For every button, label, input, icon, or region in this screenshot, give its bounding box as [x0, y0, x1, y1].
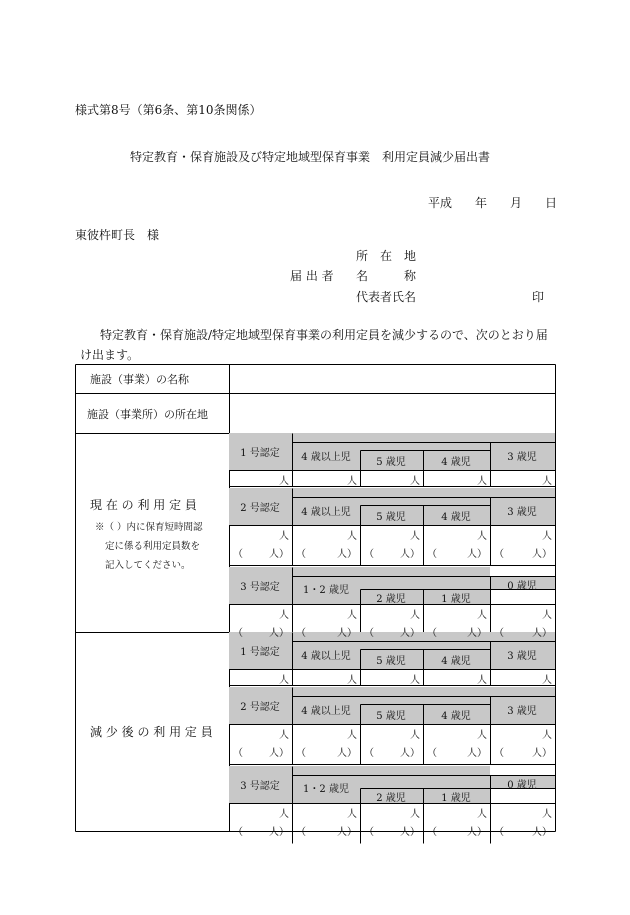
date-era: 平成: [428, 196, 453, 210]
after-cert2-paren-close: 人）: [532, 748, 552, 759]
notifier-label: 届 出 者: [290, 269, 334, 283]
after-cert3-age-1: 1 歳児: [441, 793, 471, 804]
current-cert3-paren-close: 人）: [269, 628, 289, 639]
current-cert2-age-5: 5 歳児: [376, 512, 406, 523]
after-cert2-paren-open: （: [427, 748, 437, 759]
current-cert1-unit: 人: [347, 476, 357, 487]
after-cert2-paren-open: （: [296, 748, 306, 759]
current-note-1: ※（ ）内に保育短時間認: [95, 522, 203, 533]
after-cert2-paren-open: （: [364, 748, 374, 759]
current-cert2-unit: 人: [477, 531, 487, 542]
current-cert1-cert-label: 1 号認定: [240, 448, 280, 459]
current-cert3-age-0: 0 歳児: [507, 581, 537, 592]
current-cert2-paren-open: （: [296, 549, 306, 560]
after-cert2-age-5: 5 歳児: [376, 711, 406, 722]
current-cert3-age-2: 2 歳児: [376, 594, 406, 605]
current-capacity-label: 現 在 の 利 用 定 員: [90, 498, 197, 512]
current-cert3-cert-label: 3 号認定: [240, 582, 280, 593]
current-cert1-age-5: 5 歳児: [376, 457, 406, 468]
current-cert2-paren-open: （: [494, 549, 504, 560]
body-text-line1: 特定教育・保育施設/特定地域型保育事業の利用定員を減少するので、次のとおり届: [100, 328, 548, 342]
current-cert3-paren-open: （: [364, 628, 374, 639]
after-cert1-unit: 人: [542, 675, 552, 686]
address-label: 所 在 地: [356, 249, 417, 263]
current-cert2-unit: 人: [279, 531, 289, 542]
current-cert1-unit: 人: [410, 476, 420, 487]
after-cert3-unit: 人: [477, 809, 487, 820]
after-cert2-paren-close: 人）: [269, 748, 289, 759]
current-cert1-unit: 人: [279, 476, 289, 487]
after-cert3-paren-open: （: [296, 827, 306, 838]
after-cert2-unit: 人: [279, 730, 289, 741]
name-label: 名 称: [356, 269, 417, 283]
current-cert3-unit: 人: [477, 610, 487, 621]
after-cert2-unit: 人: [542, 730, 552, 741]
after-cert3-unit: 人: [279, 809, 289, 820]
after-cert3-unit: 人: [410, 809, 420, 820]
after-cert2-paren-close: 人）: [337, 748, 357, 759]
after-cert2-age-4plus: 4 歳以上児: [301, 706, 351, 717]
after-cert2-paren-open: （: [494, 748, 504, 759]
current-cert3-paren-open: （: [296, 628, 306, 639]
current-cert3-paren-close: 人）: [400, 628, 420, 639]
after-cert3-paren-open: （: [233, 827, 243, 838]
after-cert1-age-4plus: 4 歳以上児: [301, 651, 351, 662]
after-cert3-paren-close: 人）: [400, 827, 420, 838]
current-note-3: 記入してください。: [105, 560, 191, 571]
after-cert3-paren-close: 人）: [532, 827, 552, 838]
after-cert2-unit: 人: [477, 730, 487, 741]
current-cert2-unit: 人: [542, 531, 552, 542]
current-cert3-paren-close: 人）: [337, 628, 357, 639]
date-day: 日: [545, 196, 558, 210]
seal-mark: 印: [532, 290, 545, 304]
after-cert3-paren-open: （: [427, 827, 437, 838]
after-cert3-paren-close: 人）: [269, 827, 289, 838]
after-cert3-paren-open: （: [364, 827, 374, 838]
facility-name-label: 施設（事業）の名称: [90, 373, 189, 386]
current-cert3-paren-open: （: [233, 628, 243, 639]
after-cert1-age-5: 5 歳児: [376, 656, 406, 667]
after-cert3-age-1-2: 1・2 歳児: [303, 784, 349, 795]
after-cert1-unit: 人: [477, 675, 487, 686]
current-cert3-unit: 人: [347, 610, 357, 621]
current-cert3-paren-close: 人）: [532, 628, 552, 639]
current-cert2-paren-open: （: [233, 549, 243, 560]
after-cert2-unit: 人: [410, 730, 420, 741]
current-cert2-paren-close: 人）: [400, 549, 420, 560]
current-cert1-age-4: 4 歳児: [441, 457, 471, 468]
current-cert2-paren-close: 人）: [337, 549, 357, 560]
after-cert3-paren-open: （: [494, 827, 504, 838]
current-cert1-age-4plus: 4 歳以上児: [301, 452, 351, 463]
current-cert3-age-1-2: 1・2 歳児: [303, 585, 349, 596]
current-cert1-unit: 人: [542, 476, 552, 487]
current-cert2-unit: 人: [410, 531, 420, 542]
current-cert2-paren-close: 人）: [269, 549, 289, 560]
after-cert3-paren-close: 人）: [467, 827, 487, 838]
current-cert2-paren-open: （: [364, 549, 374, 560]
current-cert3-paren-close: 人）: [467, 628, 487, 639]
current-cert2-paren-close: 人）: [467, 549, 487, 560]
current-cert2-age-4: 4 歳児: [441, 512, 471, 523]
document-title: 特定教育・保育施設及び特定地域型保育事業 利用定員減少届出書: [130, 150, 491, 164]
after-cert3-age-2: 2 歳児: [376, 793, 406, 804]
current-cert2-paren-close: 人）: [532, 549, 552, 560]
current-cert1-age-3: 3 歳児: [507, 452, 537, 463]
current-note-2: 定に係る利用定員数を: [105, 541, 201, 552]
facility-address-label: 施設（事業所）の所在地: [87, 408, 208, 421]
date-year: 年: [475, 196, 488, 210]
current-cert2-paren-open: （: [427, 549, 437, 560]
current-cert3-age-1: 1 歳児: [441, 594, 471, 605]
after-cert1-age-4: 4 歳児: [441, 656, 471, 667]
current-cert3-unit: 人: [410, 610, 420, 621]
addressee: 東彼杵町長 様: [75, 228, 160, 242]
date-month: 月: [510, 196, 523, 210]
current-cert2-unit: 人: [347, 531, 357, 542]
after-cert3-age-0: 0 歳児: [507, 780, 537, 791]
after-cert2-paren-close: 人）: [400, 748, 420, 759]
current-cert3-unit: 人: [279, 610, 289, 621]
current-cert1-unit: 人: [477, 476, 487, 487]
after-cert1-unit: 人: [279, 675, 289, 686]
after-cert2-paren-open: （: [233, 748, 243, 759]
current-cert2-age-4plus: 4 歳以上児: [301, 507, 351, 518]
after-cert1-age-3: 3 歳児: [507, 651, 537, 662]
after-cert3-unit: 人: [347, 809, 357, 820]
after-cert2-cert-label: 2 号認定: [240, 702, 280, 713]
current-cert2-cert-label: 2 号認定: [240, 503, 280, 514]
form-number: 様式第8号（第6条、第10条関係）: [75, 103, 262, 117]
after-cert2-unit: 人: [347, 730, 357, 741]
current-cert3-unit: 人: [542, 610, 552, 621]
after-cert2-paren-close: 人）: [467, 748, 487, 759]
after-cert3-unit: 人: [542, 809, 552, 820]
representative-label: 代表者氏名: [356, 290, 417, 304]
after-cert1-unit: 人: [347, 675, 357, 686]
body-text-line2: け出ます。: [80, 348, 140, 362]
after-cert2-age-3: 3 歳児: [507, 706, 537, 717]
after-cert1-cert-label: 1 号認定: [240, 647, 280, 658]
after-cert1-unit: 人: [410, 675, 420, 686]
current-cert2-age-3: 3 歳児: [507, 507, 537, 518]
current-cert3-paren-open: （: [427, 628, 437, 639]
after-cert2-age-4: 4 歳児: [441, 711, 471, 722]
current-cert3-paren-open: （: [494, 628, 504, 639]
after-capacity-label: 減 少 後 の 利 用 定 員: [90, 725, 213, 739]
after-cert3-cert-label: 3 号認定: [240, 781, 280, 792]
after-cert3-paren-close: 人）: [337, 827, 357, 838]
